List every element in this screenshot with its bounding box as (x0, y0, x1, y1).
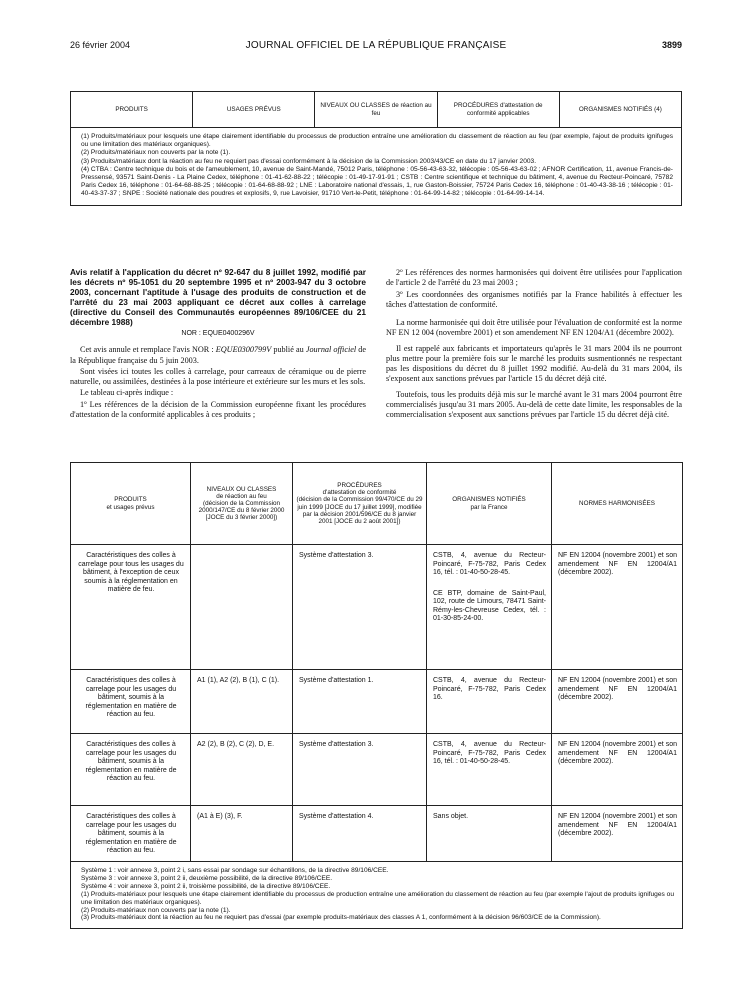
note-1: (1) Produits/matériaux pour lesquels une étape clairement identifiable du processus de production entraîne une amélioration du classement de réaction au feu (par exemple, l'ajout de produits ignifuges ou une limitation des matériaux organiques). (81, 133, 673, 148)
table-header-row (71, 92, 682, 128)
cell-niveaux: A1 (1), A2 (2), B (1), C (1). (191, 670, 293, 734)
cell-niveaux: A2 (2), B (2), C (2), D, E. (191, 734, 293, 806)
header-page-number: 3899 (661, 40, 682, 50)
avis-paragraph-7: La norme harmonisée qui doit être utilisée pour l'évaluation de conformité est la norme NF EN 12 004 (novembre 2001) et son amendement NF EN 1204/A1 (décembre 2002). (386, 318, 682, 338)
table-notes-row (71, 862, 683, 929)
col-header-normes: NORMES HARMONISÉES (552, 463, 683, 545)
table-notes-row (71, 128, 682, 206)
system-note-3: Système 3 : voir annexe 3, point 2 ii, deuxième possibilité, de la directive 89/106/CEE. (81, 874, 333, 882)
cell-produits: Caractéristiques des colles à carrelage pour tous les usages du bâtiment, à l'exception de ceux soumis à la réglementation en matière de feu. (71, 545, 191, 670)
avis-ref-link: EQUE0300799V (215, 345, 272, 355)
note-1: (1) Produits-matériaux pour lesquels une étape clairement identifiable du processus de production entraîne une amélioration du classement de réaction au feu (par exemple l'ajout de produits ignifuges ou une limitation des matériaux organiques). (81, 890, 674, 906)
organismes-table-continued (70, 91, 682, 206)
col-header-niveaux: NIVEAUX OU CLASSES de réaction au feu (315, 92, 437, 128)
avis-paragraph-3: Le tableau ci-après indique : (80, 388, 174, 398)
cell-procedures: Système d'attestation 1. (293, 670, 427, 734)
cell-organismes: CSTB, 4, avenue du Recteur-Poincaré, F-75-782, Paris Cedex 16. (427, 670, 552, 734)
avis-title: Avis relatif à l'application du décret nº 92-647 du 8 juillet 1992, modifié par les décrets nº 95-1051 du 20 septembre 1995 et nº 2003-947 du 3 octobre 2003, concernant l'aptitude à l'usage des produits de construction et de l'arrêté du 23 mai 2003 appliquant ce décret aux colles à carrelage (directive du Conseil des Communautés européennes 89/106/CEE du 21 décembre 1988) (70, 267, 366, 327)
table-header-row (71, 463, 683, 545)
cell-niveaux: (A1 à E) (3), F. (191, 806, 293, 862)
table-row (71, 670, 683, 734)
avis-paragraph-8: Il est rappelé aux fabricants et importateurs qu'après le 31 mars 2004 ils ne pourront plus mettre pour la première fois sur le marché les produits susmentionnés ne respectant pas les dispositions du décret du 8 juillet 1992 modifié. Au-delà du 31 mars 2004, ils s'exposent aux sanctions prévues par l'article 15 du décret déjà cité. (386, 343, 682, 384)
cell-niveaux (191, 545, 293, 670)
avis-paragraph-1: Cet avis annule et remplace l'avis NOR : EQUE0300799V publié au Journal officiel de la République française du 5 juin 2003. (70, 345, 366, 365)
page-header (70, 40, 682, 54)
note-2: (2) Produits/matériaux non couverts par la note (1). (81, 149, 231, 157)
table-notes (71, 862, 683, 929)
avis-paragraph-6: 3º Les coordonnées des organismes notifiés par la France habilités à effectuer les tâches d'attestation de conformité. (386, 289, 682, 309)
note-4: (4) CTBA : Centre technique du bois et de l'ameublement, 10, avenue de Saint-Mandé, 75012 Paris, téléphone : 05-56-43-63-32, télécopie : 05-56-43-63-02 ; AFNOR Certification, 11, avenue Francis-de-Pressensé, 93571 Saint-Denis - La Plaine Cedex, téléphone : 01-41-62-88-22 ; télécopie : 01-49-17-91-91 ; CSTB : Centre scientifique et technique du bâtiment, 4, avenue du Recteur-Poincaré, 75782 Paris Cedex 16, téléphone : 01-64-68-88-25 ; télécopie : 01-64-68-88-92 ; LNE : Laboratoire national d'essais, 1, rue Gaston-Boissier, 75724 Paris Cedex 16, téléphone : 01-40-43-38-16 ; télécopie : 01-40-43-37-37 ; SNPE : Société nationale des poudres et explosifs, 9, rue Lavoisier, 91710 Vert-le-Petit, téléphone : 01-64-99-14-82 ; télécopie : 01-64-99-14-14. (81, 166, 673, 197)
avis-paragraph-9: Toutefois, tous les produits déjà mis sur le marché avant le 31 mars 2004 pourront être commercialisés jusqu'au 31 mars 2005. Au-delà de cette date limite, les responsables de la commercialisation s'exposent aux sanctions prévues par l'article 15 du décret déjà cité. (386, 389, 682, 419)
cell-normes: NF EN 12004 (novembre 2001) et son amendement NF EN 12004/A1 (décembre 2002). (552, 670, 683, 734)
avis-right-column (386, 268, 682, 425)
cell-produits: Caractéristiques des colles à carrelage pour les usages du bâtiment, soumis à la réglementation en matière de réaction au feu. (71, 670, 191, 734)
organisme-cebtp: CE BTP, domaine de Saint-Paul, 102, route de Limours, 78471 Saint-Rémy-les-Chevreuse Cedex, tél. : 01-30-85-24-00. (433, 589, 546, 623)
note-3: (3) Produits/matériaux dont la réaction au feu ne requiert pas d'essai conformément à la décision de la Commission 2003/43/CE en date du 17 janvier 2003. (81, 157, 537, 165)
avis-paragraph-2: Sont visées ici toutes les colles à carrelage, pour carreaux de céramique ou de pierre naturelle, ou assimilées, destinées à la pose intérieure et extérieure sur les murs et les sols. (70, 366, 366, 387)
col-header-organismes: ORGANISMES NOTIFIÉS par la France (427, 463, 552, 545)
col-header-produits: PRODUITS (71, 92, 193, 128)
cell-normes: NF EN 12004 (novembre 2001) et son amendement NF EN 12004/A1 (décembre 2002). (552, 806, 683, 862)
cell-procedures: Système d'attestation 3. (293, 545, 427, 670)
header-journal-title: JOURNAL OFFICIEL DE LA RÉPUBLIQUE FRANÇAISE (245, 40, 507, 51)
cell-normes: NF EN 12004 (novembre 2001) et son amendement NF EN 12004/A1 (décembre 2002). (552, 545, 683, 670)
system-note-1: Système 1 : voir annexe 3, point 2 i, sans essai par sondage sur échantillons, de la directive 89/106/CEE. (81, 867, 389, 874)
table-row (71, 806, 683, 862)
system-note-4: Système 4 : voir annexe 3, point 2 ii, troisième possibilité, de la directive 89/106/CEE. (81, 882, 331, 890)
col-header-organismes: ORGANISMES NOTIFIÉS (4) (559, 92, 681, 128)
col-header-niveaux: NIVEAUX OU CLASSES de réaction au feu (décision de la Commission 2000/147/CE du 8 février 2000 [JOCE du 3 février 2000]) (191, 463, 293, 545)
avis-paragraph-4: 1º Les références de la décision de la Commission européenne fixant les procédures d'attestation de la conformité applicables à ces produits ; (70, 399, 366, 419)
note-3: (3) Produits-matériaux dont la réaction au feu ne requiert pas d'essai (par exemple produits-matériaux des classes A 1, conformément à la décision 96/603/CE de la Commission). (81, 914, 601, 922)
cell-procedures: Système d'attestation 3. (293, 734, 427, 806)
table-row (71, 545, 683, 670)
organisme-cstb: CSTB, 4, avenue du Recteur-Poincaré, F-75-782, Paris Cedex 16, tél. : 01-40-50-28-45. (433, 552, 546, 577)
cell-organismes (427, 545, 552, 670)
cell-organismes: Sans objet. (427, 806, 552, 862)
avis-paragraph-5: 2º Les références des normes harmonisées qui doivent être utilisées pour l'application de l'article 2 de l'arrêté du 23 mai 2003 ; (386, 268, 682, 288)
col-header-procedures: PROCÉDURES d'attestation de conformité (décision de la Commission 99/470/CE du 29 juin 1999 [JOCE du 17 juillet 1999], modifiée par la décision 2001/596/CE du 8 janvier 2001 [JOCE du 2 août 2001]) (293, 463, 427, 545)
table-notes (71, 128, 682, 206)
table-row (71, 734, 683, 806)
avis-nor: NOR : EQUE0400296V (181, 329, 255, 337)
colles-carrelage-table (70, 462, 683, 929)
cell-produits: Caractéristiques des colles à carrelage pour les usages du bâtiment, soumis à la réglementation en matière de réaction au feu. (71, 734, 191, 806)
note-2: (2) Produits-matériaux non couverts par la note (1). (81, 906, 231, 914)
col-header-usages: USAGES PRÉVUS (193, 92, 315, 128)
cell-produits: Caractéristiques des colles à carrelage pour les usages du bâtiment, soumis à la réglementation en matière de réaction au feu. (71, 806, 191, 862)
header-date: 26 février 2004 (70, 40, 131, 50)
cell-normes: NF EN 12004 (novembre 2001) et son amendement NF EN 12004/A1 (décembre 2002). (552, 734, 683, 806)
avis-left-column (70, 268, 366, 421)
cell-organismes: CSTB, 4, avenue du Recteur-Poincaré, F-75-782, Paris Cedex 16, tél. : 01-40-50-28-45. (427, 734, 552, 806)
col-header-procedures: PROCÉDURES d'attestation de conformité applicables (437, 92, 559, 128)
col-header-produits: PRODUITS et usages prévus (71, 463, 191, 545)
cell-procedures: Système d'attestation 4. (293, 806, 427, 862)
